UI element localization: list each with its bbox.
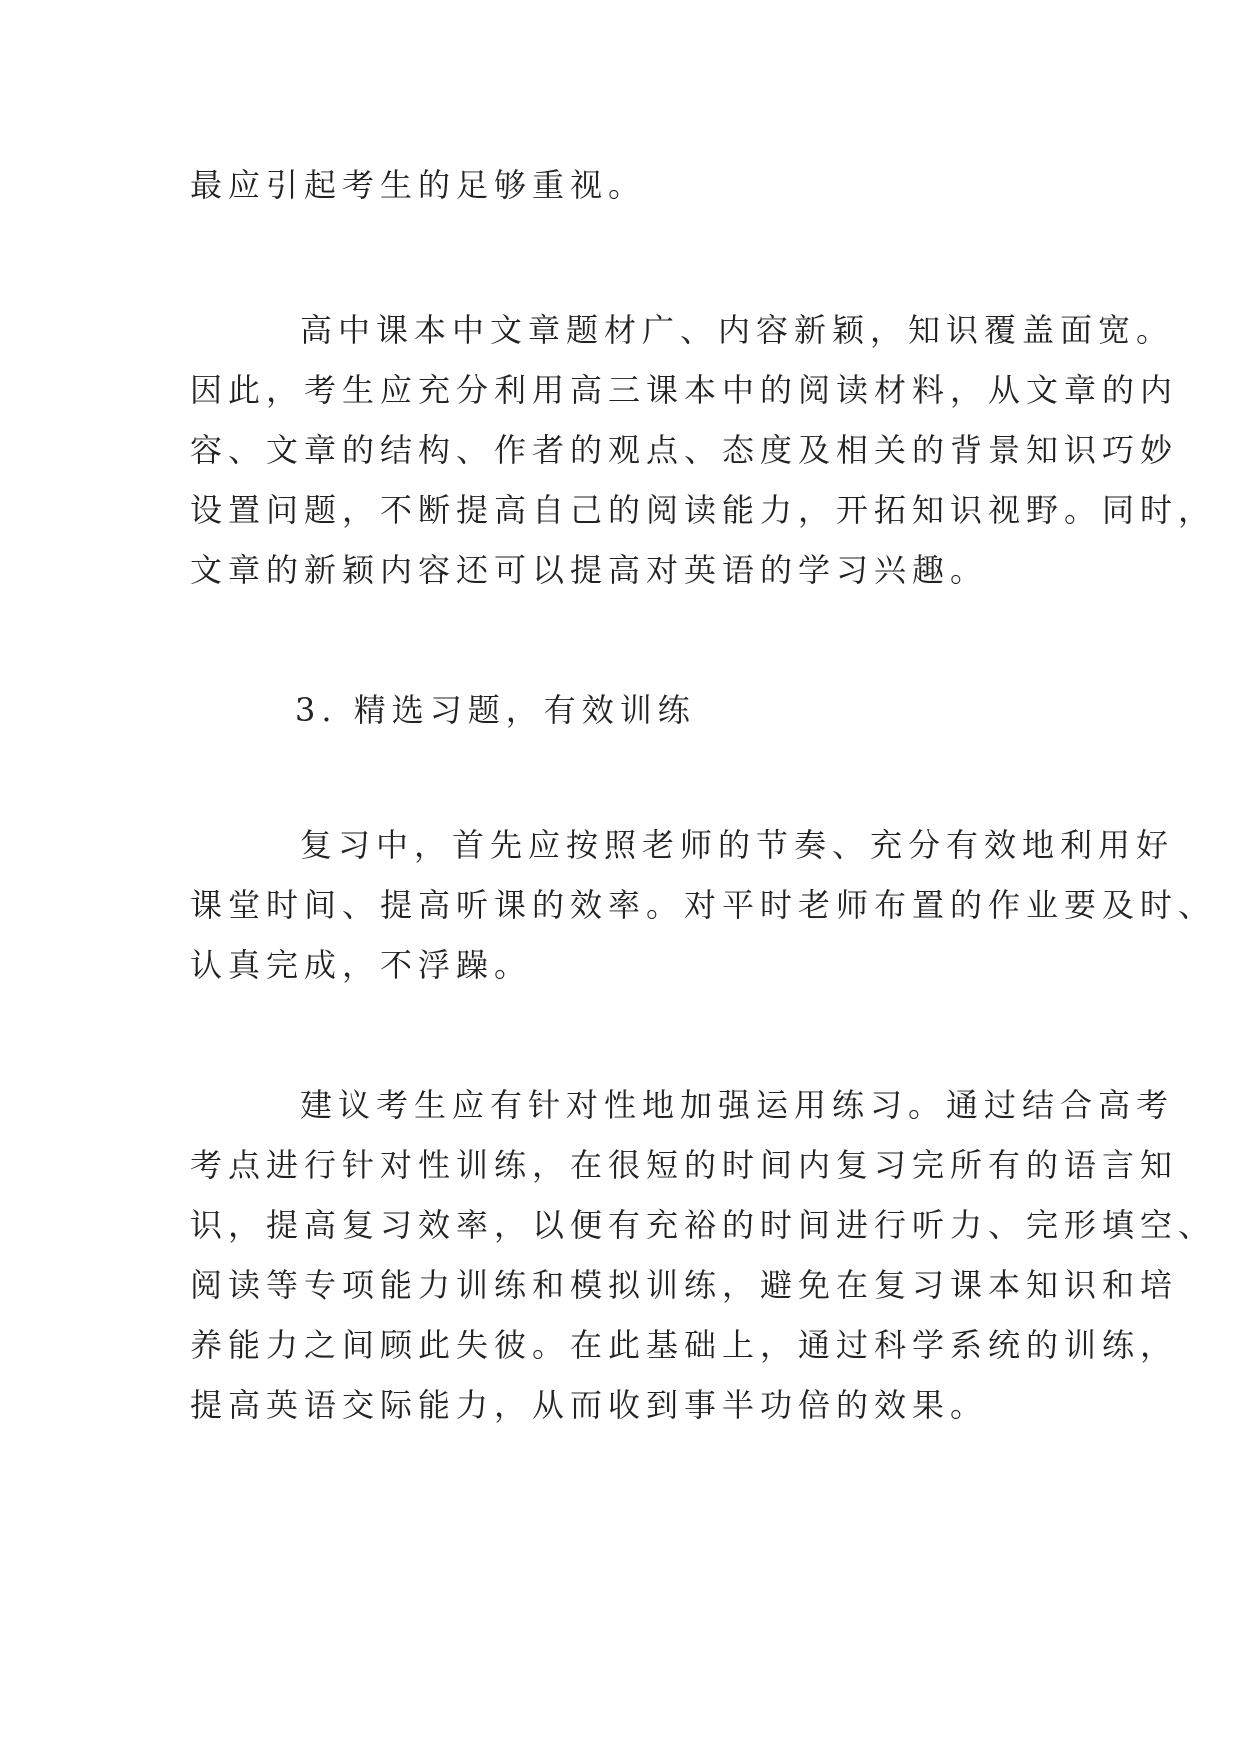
paragraph-1	[190, 155, 1050, 215]
paragraph-2	[190, 300, 1217, 600]
paragraph-line: 因此，考生应充分利用高三课本中的阅读材料，从文章的内	[190, 371, 1179, 409]
paragraph-3	[190, 815, 1217, 995]
paragraph-4	[190, 1075, 1217, 1435]
paragraph-line: 养能力之间顾此失彼。在此基础上，通过科学系统的训练，	[190, 1326, 1179, 1364]
paragraph-line: 考点进行针对性训练，在很短的时间内复习完所有的语言知	[190, 1146, 1179, 1184]
paragraph-line: 课堂时间、提高听课的效率。对平时老师布置的作业要及时、	[190, 886, 1217, 924]
paragraph-line: 建议考生应有针对性地加强运用练习。通过结合高考	[300, 1086, 1175, 1124]
paragraph-line: 容、文章的结构、作者的观点、态度及相关的背景知识巧妙	[190, 431, 1179, 469]
paragraph-line: 高中课本中文章题材广、内容新颖，知识覆盖面宽。	[300, 311, 1175, 349]
paragraph-line: 文章的新颖内容还可以提高对英语的学习兴趣。	[190, 551, 989, 589]
section-heading-text: 3. 精选习题，有效训练	[295, 691, 696, 729]
paragraph-line: 最应引起考生的足够重视。	[190, 166, 647, 204]
paragraph-line: 阅读等专项能力训练和模拟训练，避免在复习课本知识和培	[190, 1266, 1179, 1304]
section-heading	[190, 680, 1050, 740]
paragraph-line: 提高英语交际能力，从而收到事半功倍的效果。	[190, 1386, 989, 1424]
paragraph-line: 复习中，首先应按照老师的节奏、充分有效地利用好	[300, 826, 1175, 864]
paragraph-line: 设置问题，不断提高自己的阅读能力，开拓知识视野。同时，	[190, 491, 1217, 529]
paragraph-line: 认真完成，不浮躁。	[190, 946, 533, 984]
paragraph-line: 识，提高复习效率，以便有充裕的时间进行听力、完形填空、	[190, 1206, 1217, 1244]
